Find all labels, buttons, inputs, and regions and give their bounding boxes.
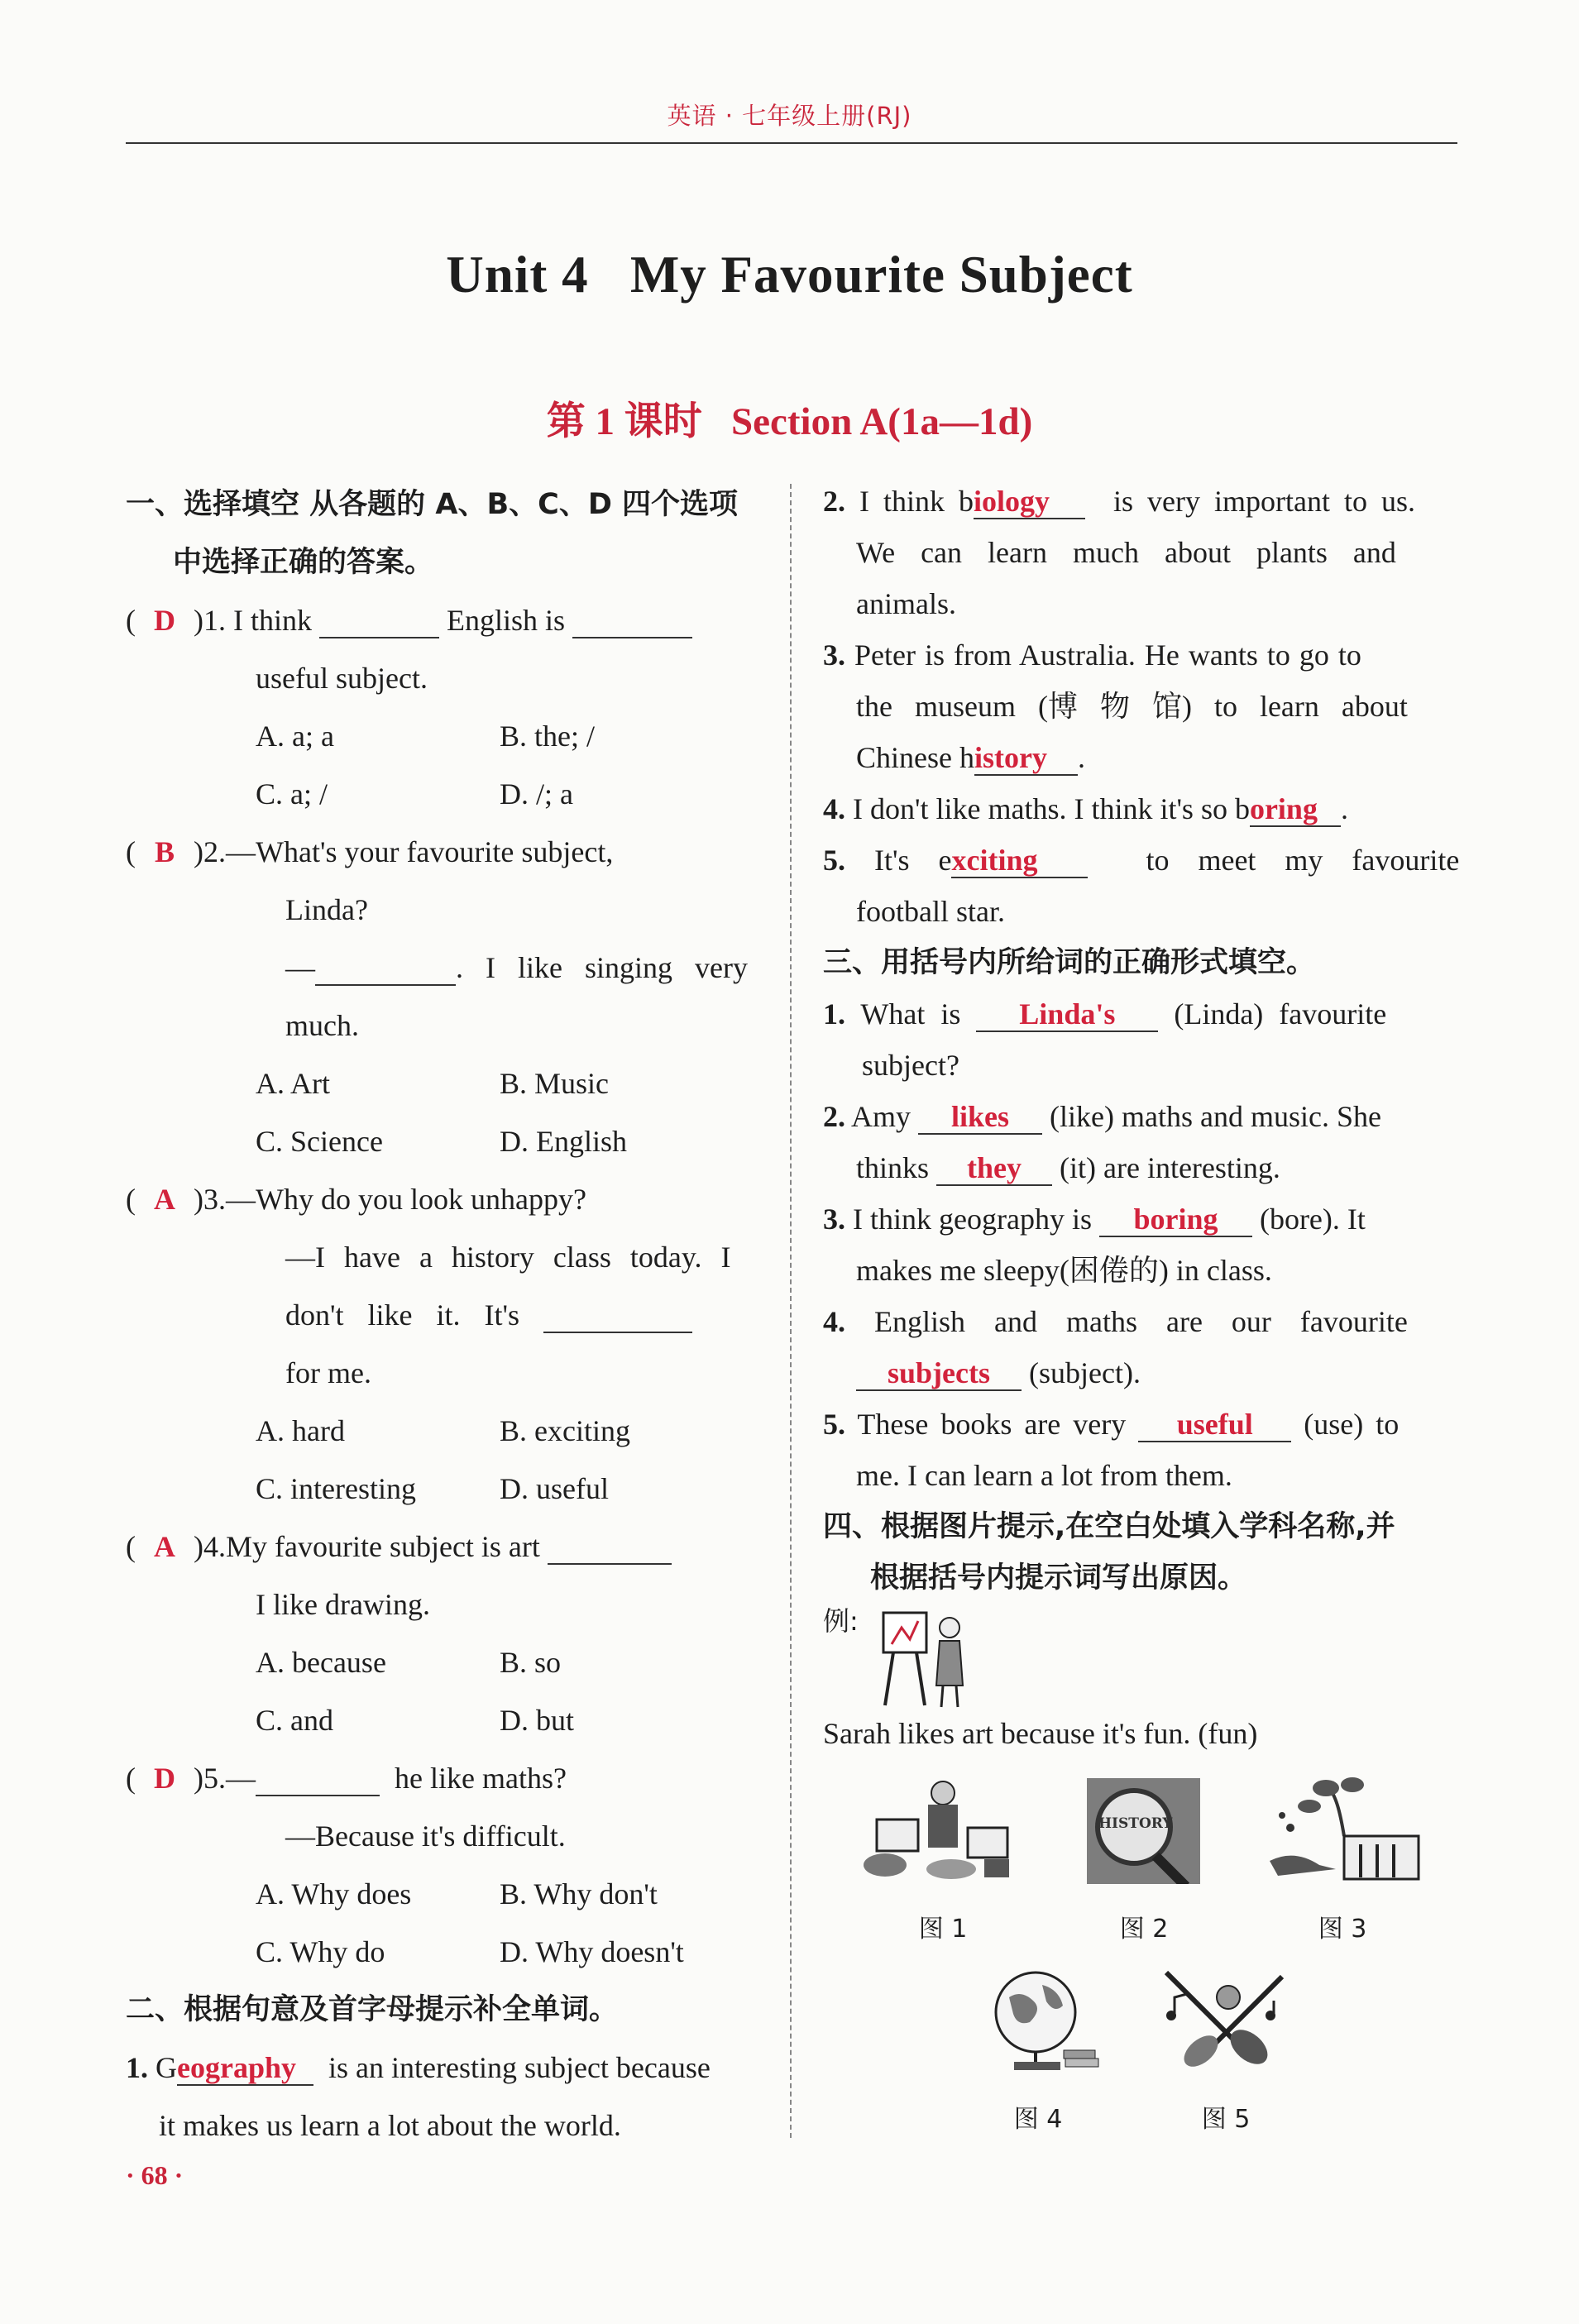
music-figure xyxy=(1150,1964,1299,2072)
lesson-subtitle: 第 1 课时 Section A(1a—1d) xyxy=(546,400,1033,443)
mc-question-2: ( B )2.—What's your favourite subject, xyxy=(126,835,614,868)
answer-boring-2: boring xyxy=(1133,1203,1218,1236)
sec2-heading: 二、根据句意及首字母提示补全单词。 xyxy=(126,1993,619,2026)
options: C. Why do D. Why doesn't xyxy=(256,1935,684,1968)
answer-biology: iology xyxy=(974,485,1050,518)
blank xyxy=(572,604,692,638)
example-sentence: Sarah likes art because it's fun. (fun) xyxy=(823,1717,1258,1750)
blank xyxy=(315,951,456,986)
figure-5-label: 图 5 xyxy=(1201,2105,1251,2134)
form-question-5: 5. These books are very useful (use) to xyxy=(823,1408,1400,1441)
fill-question-3: 3. Peter is from Australia. He wants to go to xyxy=(823,638,1361,672)
running-header: 英语 · 七年级上册(RJ) xyxy=(667,102,912,130)
answer-3: A xyxy=(154,1183,175,1216)
fill-question-2: 2. I think biology is very important to us. xyxy=(823,485,1415,518)
example-label: 例: xyxy=(823,1605,859,1637)
answer-useful: useful xyxy=(1176,1408,1253,1441)
answer-5: D xyxy=(154,1762,175,1795)
fill-question-4: 4. I don't like maths. I think it's so boring . xyxy=(823,792,1348,825)
answer-history: istory xyxy=(974,741,1047,774)
computer-figure xyxy=(860,1778,1026,1886)
options: C. Science D. English xyxy=(256,1125,628,1158)
answer-1: D xyxy=(154,604,175,637)
figure-3-label: 图 3 xyxy=(1318,1915,1367,1944)
biology-figure xyxy=(1261,1770,1427,1886)
sec1-heading: 一、选择填空 从各题的 A、B、C、D 四个选项 xyxy=(126,488,739,521)
figure-1-label: 图 1 xyxy=(918,1915,968,1944)
right-column: 2. I think biology is very important to us. We can learn much about plants and animals. 3. Peter is from Australia. He wants to go to the museum (博 物 馆) to learn about Chinese history . 4. I don't like maths. I think it's so boring . 5. It's exciting to meet my favourite football star. 三、用括号内所给词的正确形式填空。 1. What is Linda's (Linda) favourite subject? 2. Amy likes (like) maths and music. She thinks they (it) are interesting. 3. I think geography is boring (bore). It makes me sleepy(困倦的) in class. 4. English and maths are our favourite subjects (subject). 5. These books are very useful (use) to me. I can learn a lot from them. 四、根据图片提示,在空白处填入学科名称,并 根据括号内提示词写出原因。 xyxy=(823,476,1460,1604)
page-title: Unit 4 My Favourite Subject xyxy=(446,246,1133,304)
figure-4-label: 图 4 xyxy=(1013,2105,1063,2134)
options: C. interesting D. useful xyxy=(256,1472,609,1505)
fill-question-1: 1. Geography is an interesting subject because xyxy=(126,2051,711,2084)
form-question-3: 3. I think geography is boring (bore). It xyxy=(823,1203,1366,1236)
answer-they: they xyxy=(967,1151,1022,1184)
sec3-heading: 三、用括号内所给词的正确形式填空。 xyxy=(823,946,1316,979)
answer-2: B xyxy=(154,835,175,868)
sec4-heading-cont: 根据括号内提示词写出原因。 xyxy=(870,1561,1247,1595)
history-text: HISTORY xyxy=(1098,1815,1173,1832)
blank xyxy=(256,1762,380,1796)
answer-likes: likes xyxy=(951,1100,1010,1133)
answer-exciting: xciting xyxy=(951,844,1038,877)
answer-boring: oring xyxy=(1249,792,1318,825)
options: A. Why does B. Why don't xyxy=(256,1877,658,1910)
header-rule xyxy=(126,142,1457,144)
left-column: 一、选择填空 从各题的 A、B、C、D 四个选项 中选择正确的答案。 ( D )1. I think English is useful subject. A. a; a B. the; / C. a; / D. /; a ( B )2.—What's your favourite subject, Linda? — . I like singing very much. A. Art B. Music C. Science D. English ( A )3.—Why do you look unhappy? —I have a history class today. I don't like it. It's for me. A. hard B. exciting C. interesting D. useful ( A )4.My favourite subject is art I like drawing. A. because B. so C. and D. but ( D )5.— he like maths? —Because it's difficult. A. Why does B. Why don't C. Why do D. Why doesn't 二、根据句意及首字母提示补全单词。 1. Geography is an interesting subject because it makes us learn a lot about the world. xyxy=(126,476,758,2154)
options: C. and D. but xyxy=(256,1704,574,1737)
form-question-4: 4. English and maths are our favourite xyxy=(823,1305,1408,1338)
mc-question-5: ( D )5.— he like maths? xyxy=(126,1762,567,1795)
blank xyxy=(543,1298,692,1333)
form-question-2: 2. Amy likes (like) maths and music. She xyxy=(823,1100,1381,1133)
history-figure xyxy=(1087,1778,1200,1884)
sec4-heading: 四、根据图片提示,在空白处填入学科名称,并 xyxy=(823,1510,1395,1543)
answer-lindas: Linda's xyxy=(1019,997,1116,1030)
answer-4: A xyxy=(154,1530,175,1563)
sec1-heading-cont: 中选择正确的答案。 xyxy=(173,546,434,579)
options: A. hard B. exciting xyxy=(256,1414,630,1447)
blank xyxy=(548,1530,672,1565)
options: A. a; a B. the; / xyxy=(256,720,595,753)
page-number: · 68 · xyxy=(126,2160,184,2190)
answer-geography: eography xyxy=(177,2051,296,2084)
answer-subjects: subjects xyxy=(888,1356,990,1389)
figure-2-label: 图 2 xyxy=(1119,1915,1169,1944)
blank xyxy=(319,604,439,638)
form-question-1: 1. What is Linda's (Linda) favourite xyxy=(823,997,1387,1030)
options: A. Art B. Music xyxy=(256,1067,610,1100)
mc-question-1: ( D )1. I think English is xyxy=(126,591,758,649)
options: A. because B. so xyxy=(256,1646,562,1679)
options: C. a; / D. /; a xyxy=(256,777,573,811)
mc-question-4: ( A )4.My favourite subject is art xyxy=(126,1518,758,1576)
art-easel-icon xyxy=(877,1604,968,1712)
column-divider xyxy=(790,484,792,2138)
mc-question-3: ( A )3.—Why do you look unhappy? xyxy=(126,1183,586,1216)
fill-question-5: 5. It's exciting to meet my favourite xyxy=(823,844,1460,877)
globe-figure xyxy=(984,1964,1100,2076)
